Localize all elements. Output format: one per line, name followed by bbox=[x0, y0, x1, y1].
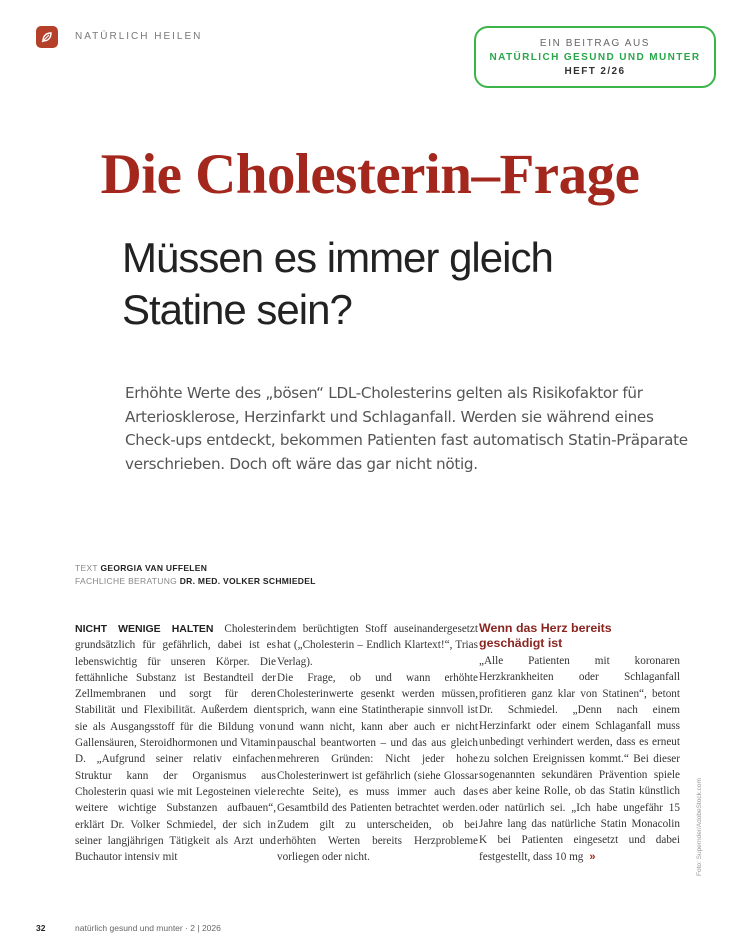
article-title: Die Cholesterin–Frage bbox=[100, 143, 640, 206]
credit-text-label: TEXT bbox=[75, 563, 98, 573]
credit-text-value: GEORGIA VAN UFFELEN bbox=[100, 563, 208, 573]
continue-arrow-icon: » bbox=[589, 850, 596, 863]
body-column-3 bbox=[479, 621, 680, 865]
source-intro: EIN BEITRAG AUS bbox=[539, 38, 651, 49]
credit-text-row bbox=[75, 562, 316, 575]
photo-credit: Foto: Supernder/AdobeStock.com bbox=[696, 778, 703, 876]
column-2-paragraph-2: Die Frage, ob und wann erhöhte Cholesterinwerte gesenkt werden müssen, sprich, wann eine Statintherapie sinnvoll ist und wann nicht, kann aber auch er nicht pauschal beantworten – und das aus gleich mehreren Gründen: Nicht jeder hohe Cholesterinwert ist gefährlich (siehe Glossar rechte Seite), es muss immer auch das Gesamtbild des Patienten betrachtet werden. Zudem gilt zu unterscheiden, ob bei erhöhten Werten bereits Herzprobleme vorliegen oder nicht. bbox=[277, 671, 478, 864]
article-subtitle bbox=[122, 232, 682, 336]
page-number: 32 bbox=[36, 923, 46, 933]
body-column-2 bbox=[277, 621, 478, 865]
section-label: NATÜRLICH HEILEN bbox=[75, 31, 203, 42]
section-heading: Wenn das Herz bereits geschädigt ist bbox=[479, 621, 612, 650]
leaf-icon bbox=[36, 26, 58, 48]
column-1-text: Cholesterin grundsätzlich für gefährlich, dabei ist es lebenswichtig für unseren Körper. Die fettähnliche Substanz ist Bestandteil der Zellmembranen und sorgt für deren Stabilität und Flexibilität. Außerdem dient sie als Ausgangsstoff für die Bildung von Gallensäuren, Steroidhormonen und Vitamin D. „Aufgrund seiner relativ einfachen Struktur kann der Organismus aus Cholesterin quasi wie mit Legosteinen viele weitere wichtige Substanzen aufbauen“, erklärt Dr. Volker Schmiedel, der sich in seiner langjährigen Tätigkeit als Arzt und Buchautor intensiv mit bbox=[75, 623, 276, 864]
subtitle-line-2: Statine sein? bbox=[122, 286, 352, 333]
column-2-paragraph-1: dem berüchtigten Stoff auseinandergesetzt hat („Cholesterin – Endlich Klartext!“, Trias Verlag). bbox=[277, 623, 478, 668]
lead-in: NICHT WENIGE HALTEN bbox=[75, 623, 214, 635]
footer-magazine: natürlich gesund und munter · 2 | 2026 bbox=[75, 923, 221, 933]
column-3-text: „Alle Patienten mit koronaren Herzkrankheiten oder Schlaganfall profitieren ganz klar von Statinen“, betont Dr. Schmiedel. „Denn nach einem Herzinfarkt oder einem Schlaganfall muss unbedingt verhindert werden, dass es erneut zu solchen Ereignissen kommt.“ Bei dieser sogenannten sekundären Prävention spiele es aber keine Rolle, ob das Statin künstlich oder natürlich sei. „Ich habe ungefähr 15 Jahre lang das natürliche Statin Monacolin K bei Patienten eingesetzt und dabei festgestellt, dass 10 mg bbox=[479, 655, 680, 863]
credit-advice-label: FACHLICHE BERATUNG bbox=[75, 576, 178, 586]
credit-advice-row bbox=[75, 575, 316, 588]
credit-advice-value: DR. MED. VOLKER SCHMIEDEL bbox=[179, 576, 316, 586]
author-credits bbox=[75, 562, 316, 588]
leaf-glyph bbox=[40, 30, 54, 44]
source-magazine: NATÜRLICH GESUND UND MUNTER bbox=[489, 52, 701, 63]
subtitle-line-1: Müssen es immer gleich bbox=[122, 234, 553, 281]
body-column-1 bbox=[75, 621, 276, 865]
source-issue: HEFT 2/26 bbox=[564, 66, 626, 77]
article-lead: Erhöhte Werte des „bösen“ LDL-Cholesterins gelten als Risikofaktor für Arteriosklerose, Herzinfarkt und Schlaganfall. Werden sie während eines Check-ups entdeckt, bekommen Patienten fast automatisch Statin-Präparate verschrieben. Doch oft wäre das gar nicht nötig. bbox=[125, 384, 688, 473]
source-box bbox=[474, 26, 716, 88]
